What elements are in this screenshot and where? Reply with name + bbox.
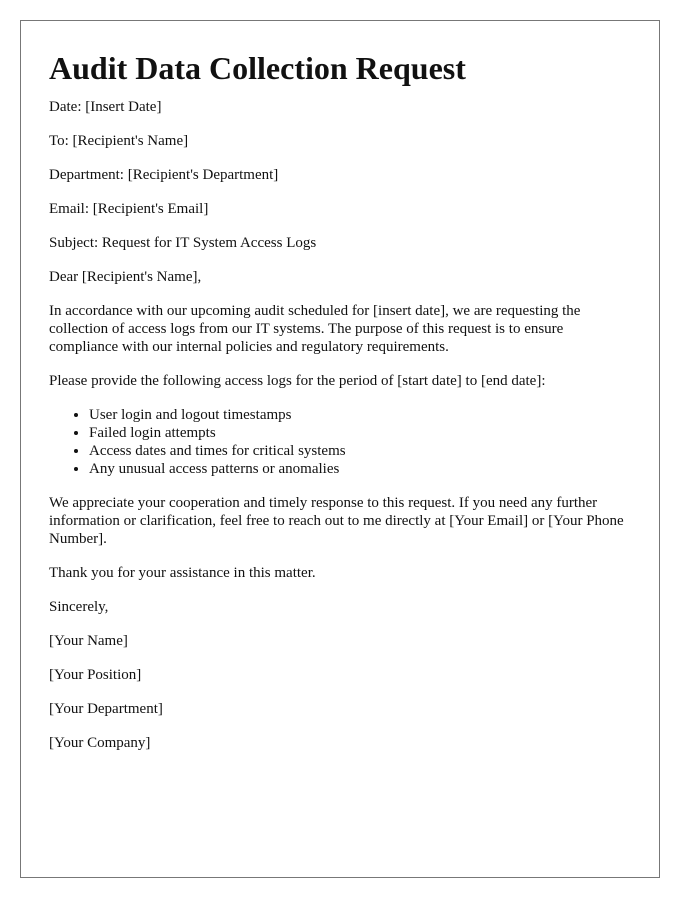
list-item: • User login and logout timestamps (89, 406, 631, 424)
intro-paragraph: In accordance with our upcoming audit scheduled for [insert date], we are requesting the collection of access logs from our IT systems. The purpose of this request is to ensure compliance with our internal policies and regulatory requirements. (49, 303, 581, 355)
signature-company: [Your Company] (49, 735, 151, 751)
document-title: Audit Data Collection Request (49, 50, 466, 86)
signature-name: [Your Name] (49, 633, 128, 649)
letter-page (20, 20, 660, 878)
request-paragraph: Please provide the following access logs for the period of [start date] to [end date]: (49, 373, 546, 389)
list-item: • Any unusual access patterns or anomalies (89, 460, 631, 478)
email-line: Email: [Recipient's Email] (49, 201, 209, 217)
signature-position: [Your Position] (49, 667, 142, 683)
list-item: • Access dates and times for critical systems (89, 442, 631, 460)
date-line: Date: [Insert Date] (49, 99, 162, 115)
list-item: • Failed login attempts (89, 424, 631, 442)
requested-items-list (49, 406, 631, 478)
signature-department: [Your Department] (49, 701, 163, 717)
department-line: Department: [Recipient's Department] (49, 167, 279, 183)
thanks-line: Thank you for your assistance in this matter. (49, 565, 316, 581)
closing-paragraph: We appreciate your cooperation and timely response to this request. If you need any further information or clarification, feel free to reach out to me directly at [Your Email] or [Your Phone Number]. (49, 495, 624, 547)
recipient-line: To: [Recipient's Name] (49, 133, 189, 149)
signoff: Sincerely, (49, 599, 109, 615)
subject-line: Subject: Request for IT System Access Logs (49, 235, 317, 251)
salutation: Dear [Recipient's Name], (49, 269, 202, 285)
